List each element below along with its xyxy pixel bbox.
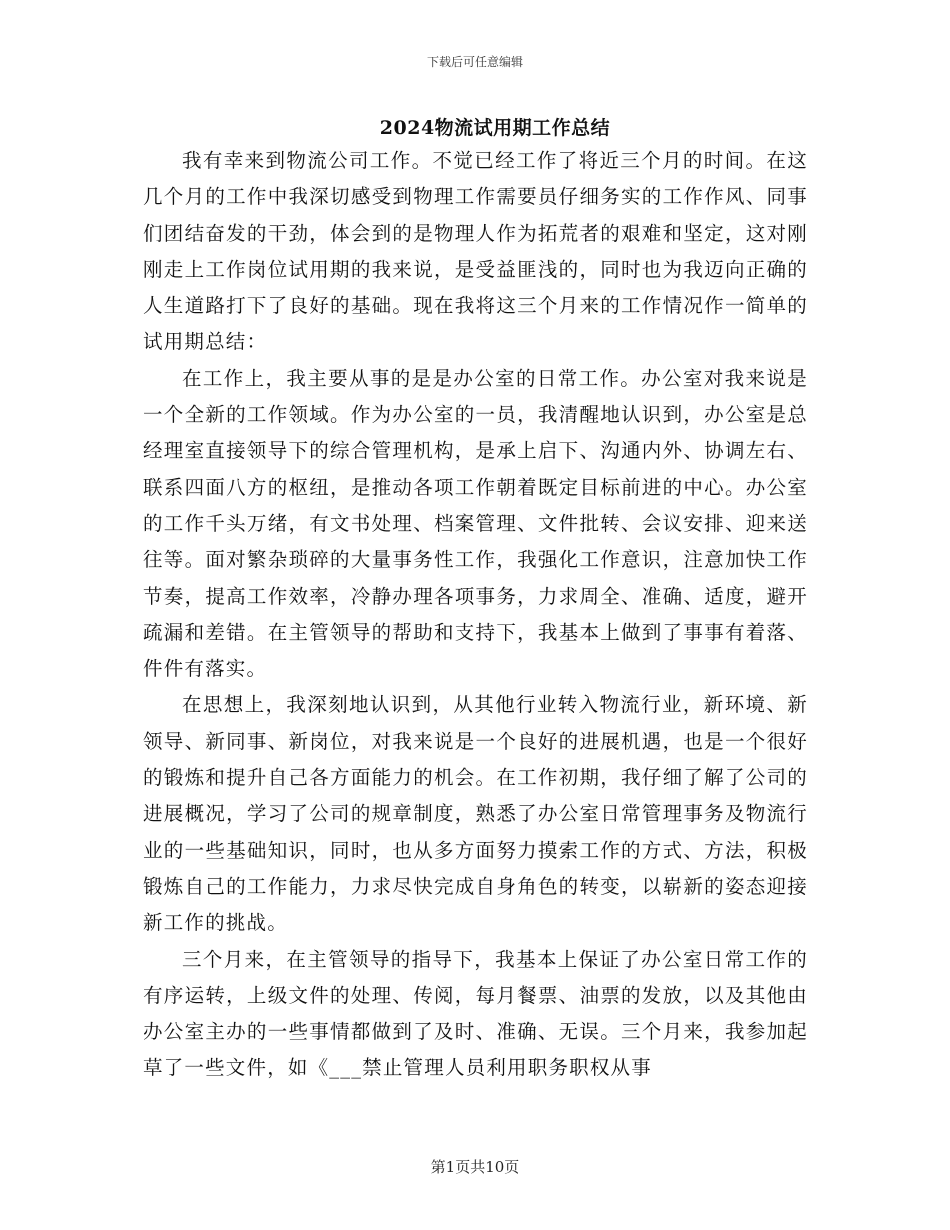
paragraph-2: 在工作上，我主要从事的是是办公室的日常工作。办公室对我来说是一个全新的工作领域。作为办公室的一员，我清醒地认识到，办公室是总经理室直接领导下的综合管理机构，是承上启下、沟通内外、协调左右、联系四面八方的枢纽，是推动各项工作朝着既定目标前进的中心。办公室的工作千头万绪，有文书处理、档案管理、文件批转、会议安排、迎来送往等。面对繁杂琐碎的大量事务性工作，我强化工作意识，注意加快工作节奏，提高工作效率，冷静办理各项事务，力求周全、准确、适度，避开疏漏和差错。在主管领导的帮助和支持下，我基本上做到了事事有着落、件件有落实。 [143,366,808,681]
document-body [143,143,808,1087]
paragraph-4: 三个月来，在主管领导的指导下，我基本上保证了办公室日常工作的有序运转，上级文件的处理、传阅，每月餐票、油票的发放，以及其他由办公室主办的一些事情都做到了及时、准确、无误。三个月来，我参加起草了一些文件，如《___禁止管理人员利用职务职权从事 [143,947,808,1080]
paragraph-1: 我有幸来到物流公司工作。不觉已经工作了将近三个月的时间。在这几个月的工作中我深切感受到物理工作需要员仔细务实的工作作风、同事们团结奋发的干劲，体会到的是物理人作为拓荒者的艰难和坚定，这对刚刚走上工作岗位试用期的我来说，是受益匪浅的，同时也为我迈向正确的人生道路打下了良好的基础。现在我将这三个月来的工作情况作一简单的试用期总结： [143,149,808,354]
header-note: 下载后可任意编辑 [426,55,523,69]
paragraph-3: 在思想上，我深刻地认识到，从其他行业转入物流行业，新环境、新领导、新同事、新岗位，对我来说是一个良好的进展机遇，也是一个很好的锻炼和提升自己各方面能力的机会。在工作初期，我仔细了解了公司的进展概况，学习了公司的规章制度，熟悉了办公室日常管理事务及物流行业的一些基础知识，同时，也从多方面努力摸索工作的方式、方法，积极锻炼自己的工作能力，力求尽快完成自身角色的转变，以崭新的姿态迎接新工作的挑战。 [143,693,808,935]
document-title: 2024物流试用期工作总结 [379,117,611,139]
page-number-footer: 第1页共10页 [430,1158,520,1176]
